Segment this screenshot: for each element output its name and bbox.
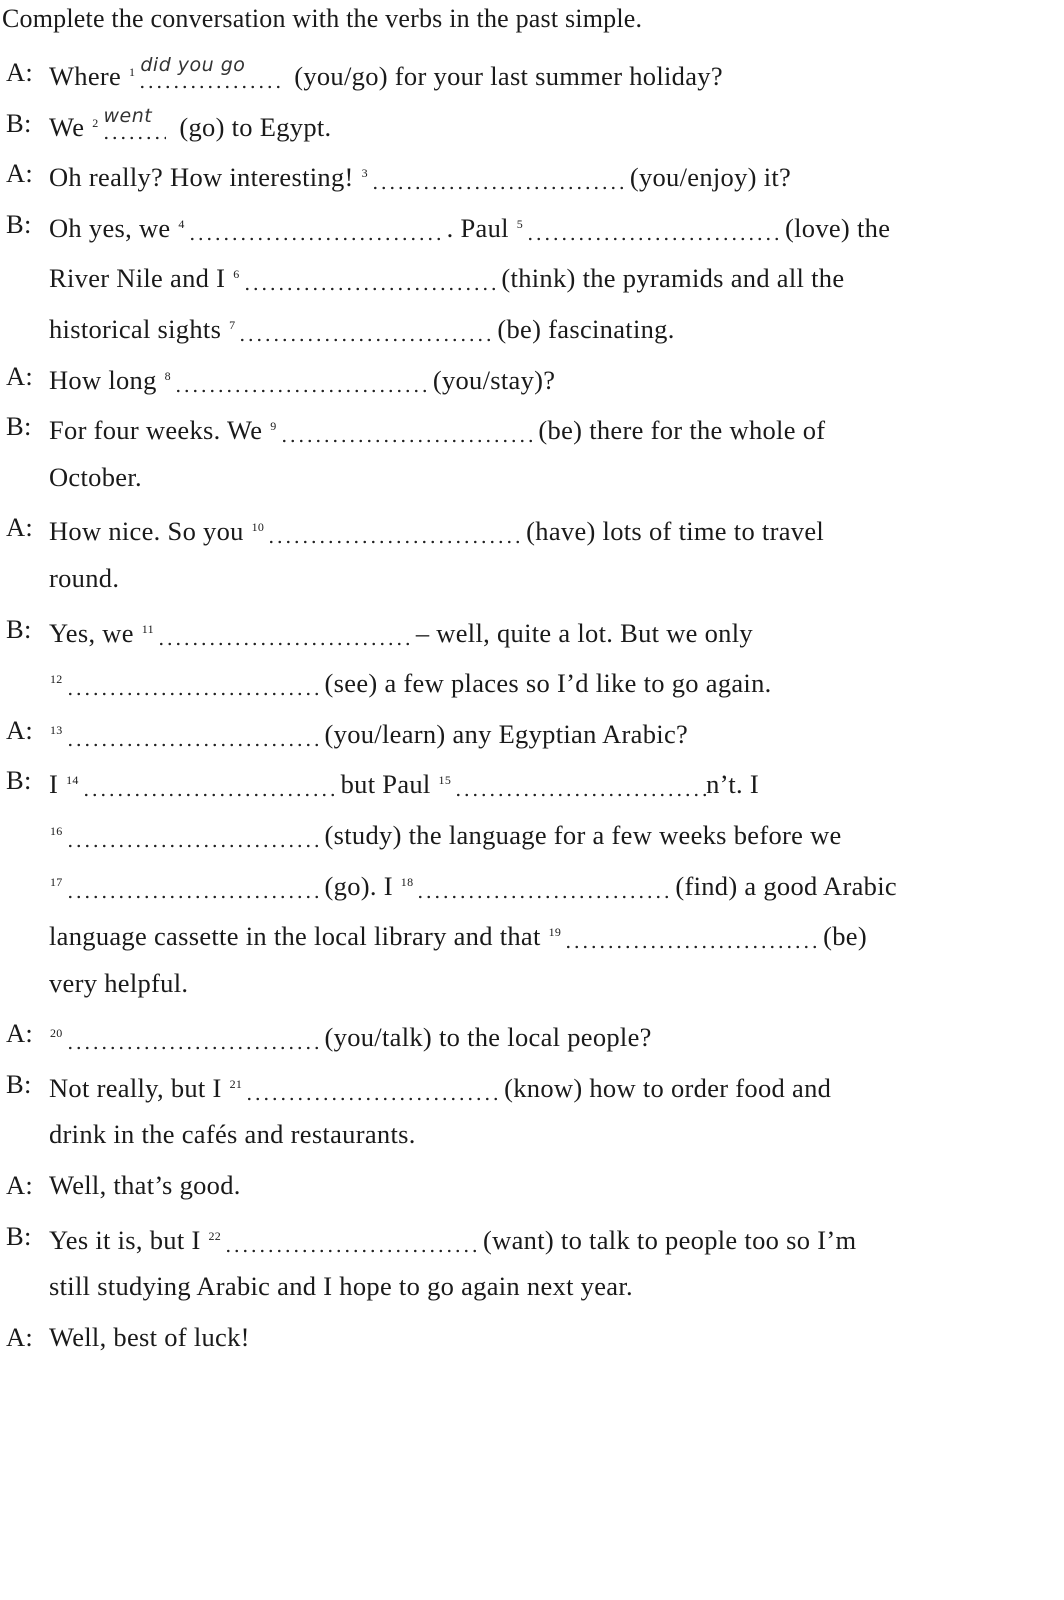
text-segment: For four weeks. We bbox=[49, 415, 270, 446]
gap-number: 11 bbox=[141, 621, 154, 636]
text-segment: (you/stay)? bbox=[425, 364, 556, 395]
answer-gap-8[interactable] bbox=[174, 365, 426, 393]
line-text bbox=[49, 561, 119, 595]
line-text bbox=[49, 308, 675, 346]
answer-gap-7[interactable] bbox=[238, 314, 490, 342]
text-segment: (be) there for the whole of bbox=[531, 415, 826, 446]
gap-number: 15 bbox=[438, 773, 452, 788]
line-text bbox=[49, 1016, 652, 1054]
handwritten-answer: did you go bbox=[140, 54, 246, 76]
speaker-label: B: bbox=[6, 765, 32, 796]
text-segment: drink in the cafés and restaurants. bbox=[49, 1119, 416, 1150]
text-segment: very helpful. bbox=[49, 967, 189, 998]
speaker-label: A: bbox=[6, 1170, 34, 1201]
gap-number: 18 bbox=[400, 874, 414, 889]
text-segment: Oh really? How interesting! bbox=[49, 162, 361, 193]
speaker-label: A: bbox=[6, 57, 34, 87]
answer-gap-16[interactable] bbox=[66, 820, 318, 848]
text-segment: language cassette in the local library and that bbox=[49, 921, 548, 952]
line-text bbox=[49, 1320, 250, 1354]
line-text bbox=[49, 156, 791, 194]
line-text bbox=[49, 763, 759, 801]
gap-number: 14 bbox=[66, 773, 79, 788]
speaker-label: B: bbox=[6, 411, 32, 442]
line-text bbox=[49, 207, 890, 245]
text-segment: Oh yes, we bbox=[49, 212, 178, 243]
gap-number: 1 bbox=[129, 65, 136, 79]
gap-number: 13 bbox=[50, 722, 63, 737]
answer-gap-15[interactable] bbox=[454, 769, 706, 797]
text-segment: Well, best of luck! bbox=[49, 1321, 250, 1352]
instructions: Complete the conversation with the verbs in the past simple. bbox=[2, 4, 643, 33]
line-text bbox=[49, 865, 897, 903]
text-segment: (know) how to order food and bbox=[497, 1072, 832, 1103]
text-segment: Not really, but I bbox=[49, 1072, 229, 1103]
handwritten-answer: went bbox=[103, 104, 153, 127]
gap-number: 22 bbox=[208, 1228, 222, 1243]
speaker-label: A: bbox=[6, 512, 34, 543]
text-segment: (you/learn) any Egyptian Arabic? bbox=[317, 718, 689, 749]
gap-number: 7 bbox=[229, 317, 236, 332]
answer-gap-4[interactable] bbox=[188, 213, 440, 241]
speaker-label: A: bbox=[6, 1321, 34, 1352]
text-segment: (love) the bbox=[778, 212, 891, 243]
text-segment: (think) the pyramids and all the bbox=[494, 263, 845, 294]
text-segment: (be) fascinating. bbox=[490, 313, 675, 344]
text-segment: Yes it is, but I bbox=[49, 1224, 208, 1255]
text-segment: We bbox=[49, 111, 92, 142]
line-text bbox=[49, 966, 188, 1000]
text-segment: River Nile and I bbox=[49, 263, 233, 294]
line-text bbox=[49, 460, 142, 494]
line-text bbox=[49, 359, 555, 397]
answer-gap-17[interactable] bbox=[66, 871, 318, 899]
line-text bbox=[49, 1067, 831, 1105]
gap-number: 19 bbox=[548, 925, 562, 940]
answer-gap-6[interactable] bbox=[243, 263, 495, 291]
text-segment: (go). I bbox=[317, 870, 400, 901]
gap-number: 3 bbox=[361, 166, 368, 181]
speaker-label: B: bbox=[6, 1220, 32, 1251]
answer-gap-13[interactable] bbox=[66, 719, 318, 747]
text-segment: (want) to talk to people too so I’m bbox=[476, 1224, 857, 1255]
answer-gap-10[interactable] bbox=[267, 516, 519, 544]
text-segment: (study) the language for a few weeks before we bbox=[317, 819, 842, 850]
line-text bbox=[49, 510, 824, 548]
line-text bbox=[49, 612, 753, 650]
gap-number: 21 bbox=[229, 1076, 243, 1091]
line-text bbox=[49, 257, 844, 295]
gap-number: 17 bbox=[50, 874, 63, 889]
line-text bbox=[49, 55, 723, 93]
text-segment: (find) a good Arabic bbox=[668, 870, 897, 901]
gap-number: 8 bbox=[164, 368, 171, 383]
text-segment: How nice. So you bbox=[49, 516, 251, 547]
speaker-label: B: bbox=[6, 208, 32, 239]
line-text bbox=[49, 662, 772, 700]
text-segment: . Paul bbox=[439, 212, 516, 243]
text-segment: How long bbox=[49, 364, 164, 395]
speaker-label: A: bbox=[6, 360, 34, 391]
line-text bbox=[49, 1117, 416, 1151]
text-segment: October. bbox=[49, 461, 142, 492]
answer-gap-5[interactable] bbox=[526, 213, 778, 241]
answer-gap-11[interactable] bbox=[157, 618, 409, 646]
text-segment: (see) a few places so I’d like to go again. bbox=[317, 668, 772, 699]
line-text bbox=[49, 713, 688, 751]
gap-number: 4 bbox=[178, 216, 185, 231]
gap-number: 2 bbox=[92, 115, 99, 130]
text-segment: (have) lots of time to travel bbox=[519, 516, 825, 547]
line-text bbox=[49, 1269, 633, 1303]
answer-gap-9[interactable] bbox=[280, 415, 532, 443]
text-segment: (you/talk) to the local people? bbox=[317, 1022, 652, 1053]
answer-gap-19[interactable] bbox=[564, 921, 816, 949]
speaker-label: B: bbox=[6, 613, 32, 644]
answer-gap-21[interactable] bbox=[245, 1073, 497, 1101]
speaker-label: B: bbox=[6, 107, 32, 138]
speaker-label: A: bbox=[6, 1018, 34, 1049]
answer-gap-22[interactable] bbox=[224, 1225, 476, 1253]
answer-gap-2[interactable] bbox=[102, 104, 166, 140]
text-segment: (be) bbox=[816, 921, 867, 952]
line-text bbox=[49, 915, 867, 953]
answer-gap-1[interactable] bbox=[138, 54, 280, 89]
gap-number: 10 bbox=[251, 520, 265, 535]
speaker-label: B: bbox=[6, 1068, 32, 1099]
gap-number: 9 bbox=[270, 419, 277, 434]
line-text bbox=[49, 409, 825, 447]
line-text bbox=[49, 814, 842, 852]
answer-gap-20[interactable] bbox=[66, 1022, 318, 1050]
speaker-label: A: bbox=[6, 158, 34, 189]
gap-number: 5 bbox=[516, 216, 524, 231]
text-segment: I bbox=[49, 769, 66, 800]
gap-number: 16 bbox=[50, 823, 63, 838]
gap-number: 12 bbox=[50, 672, 63, 687]
text-segment: round. bbox=[49, 562, 120, 593]
line-text bbox=[49, 1168, 241, 1202]
line-text bbox=[49, 106, 332, 144]
answer-gap-18[interactable] bbox=[416, 871, 668, 899]
answer-gap-12[interactable] bbox=[66, 668, 318, 696]
text-segment: Where bbox=[49, 61, 129, 91]
answer-gap-3[interactable] bbox=[371, 162, 623, 190]
gap-number: 6 bbox=[233, 267, 240, 282]
text-segment: still studying Arabic and I hope to go again next year. bbox=[49, 1271, 633, 1302]
text-segment: (you/enjoy) it? bbox=[622, 162, 792, 193]
text-segment: Well, that’s good. bbox=[49, 1170, 241, 1201]
text-segment: n’t. I bbox=[706, 769, 759, 800]
text-segment: but Paul bbox=[333, 769, 438, 800]
gap-number: 20 bbox=[50, 1026, 63, 1041]
text-segment: – well, quite a lot. But we only bbox=[408, 617, 753, 648]
text-segment: (you/go) for your last summer holiday? bbox=[280, 61, 723, 91]
text-segment: historical sights bbox=[49, 313, 229, 344]
text-segment: (go) to Egypt. bbox=[165, 111, 332, 142]
answer-gap-14[interactable] bbox=[82, 769, 334, 797]
line-text bbox=[49, 1219, 856, 1257]
speaker-label: A: bbox=[6, 714, 34, 745]
text-segment: Yes, we bbox=[49, 617, 141, 648]
